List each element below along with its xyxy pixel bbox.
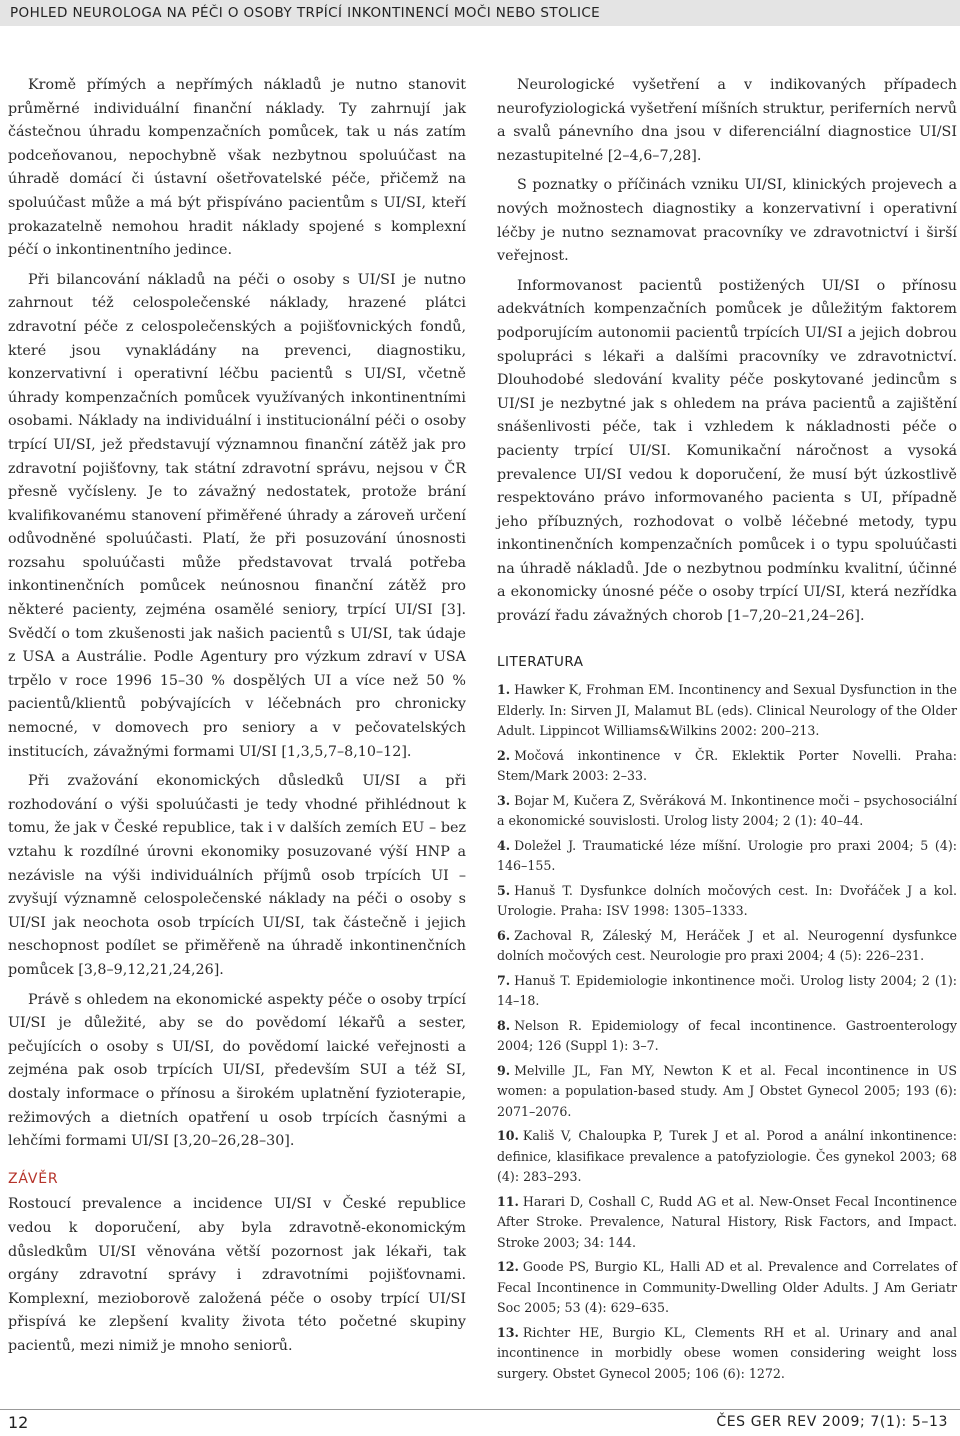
left-column (8, 74, 466, 1358)
reference-item (497, 1257, 957, 1319)
reference-item (497, 1323, 957, 1385)
reference-number: 2. (497, 747, 511, 763)
reference-number: 8. (497, 1017, 511, 1033)
body-paragraph: Při zvažování ekonomických důsledků UI/SI a při rozhodování o výši spoluúčasti je tedy vhodné přihlédnout k tomu, že jak v České republice, tak i v dalších zemích EU – bez vztahu k rozdílné úrovni ekonomiky posuzované výší HNP a nezávisle na výši individuálních příjmů osob trpících UI – zvyšují významně celospolečenské náklady na péči o osoby s UI/SI jak neochota osob trpících UI/SI, tak částečně i jejich neschopnost podílet se přiměřeně na úhradě inkontinenčních pomůcek [3,8–9,12,21,24,26]. (8, 773, 466, 978)
reference-text: Bojar M, Kučera Z, Svěráková M. Inkontinence moči – psychosociální a ekonomické souvislosti. Urolog listy 2004; 2 (1): 40–44. (497, 792, 957, 829)
reference-text: Hanuš T. Dysfunkce dolních močových cest. In: Dvořáček J a kol. Urologie. Praha: ISV 1998: 1305–1333. (497, 882, 957, 919)
reference-item (497, 746, 957, 787)
reference-number: 12. (497, 1259, 519, 1275)
body-paragraph: Při bilancování nákladů na péči o osoby s UI/SI je nutno zahrnout též celospolečenské náklady, hrazené plátci zdravotní péče z celospolečenských a pojišťovnických fondů, které jsou vynakládány na prevenci, diagnostiku, konzervativní i operativní léčbu pacientů s UI/SI, včetně úhrady kompenzačních pomůcek využívaných inkontinentními osobami. Náklady na individuální i institucionální péči o osoby trpící UI/SI, jež představují významnou finanční zátěž jak pro zdravotní pojišťovny, tak státní zdravotní správu, nejsou v ČR přesně vyčísleny. Je to závažný nedostatek, protože brání kvalifikovanému stanovení přiměřené úhrady a zároveň určení odůvodněné spoluúčasti. Platí, že při posuzování únosnosti rozsahu spoluúčasti může představovat trvalá potřeba inkontinenčních pomůcek neúnosnou finanční zátěž pro některé pacienty, zejména osamělé seniory, trpící UI/SI [3]. Svědčí o tom zkušenosti jak našich pacientů s UI/SI, tak údaje z USA a Austrálie. Podle Agentury pro výzkum zdraví v USA trpělo v roce 1996 15–30 % dospělých UI a více než 50 % pacientů/klientů pobývajících v léčebnách pro chronicky nemocné, v domovech pro seniory a v pečovatelských institucích, závažnými formami UI/SI [1,3,5,7–8,10–12]. (8, 271, 466, 760)
reference-number: 1. (497, 682, 511, 698)
reference-item (497, 971, 957, 1012)
reference-text: Harari D, Coshall C, Rudd AG et al. New-Onset Fecal Incontinence After Stroke. Prevalence, Natural History, Risk Factors, and Impact. Stroke 2003; 34: 144. (497, 1193, 957, 1250)
literature-heading: LITERATURA (497, 653, 584, 670)
reference-number: 4. (497, 837, 511, 853)
reference-text: Zachoval R, Záleský M, Heráček J et al. Neurogenní dysfunkce dolních močových cest. Neurologie pro praxi 2004; 4 (5): 226–231. (497, 927, 957, 964)
body-paragraph: Právě s ohledem na ekonomické aspekty péče o osoby trpící UI/SI je důležité, aby se do povědomí lékařů a sester, pečujících o osoby s UI/SI, do povědomí laické veřejnosti a zejména pak osob trpících UI/SI, především SUI a též SI, dostaly informace o přínosu a širokém uplatnění fyzioterapie, režimových a dietních opatření u osob trpících časnými a lehčími formami UI/SI [3,20–26,28–30]. (8, 991, 466, 1150)
reference-item (497, 1126, 957, 1188)
journal-citation: ČES GER REV 2009; 7(1): 5–13 (716, 1414, 948, 1430)
reference-text: Močová inkontinence v ČR. Eklektik Porter Novelli. Praha: Stem/Mark 2003: 2–33. (497, 747, 957, 784)
reference-item (497, 881, 957, 922)
reference-text: Richter HE, Burgio KL, Clements RH et al. Urinary and anal incontinence in morbidly obese women considering weight loss surgery. Obstet Gynecol 2005; 106 (6): 1272. (497, 1324, 957, 1381)
reference-number: 6. (497, 927, 511, 943)
running-header: POHLED NEUROLOGA NA PÉČI O OSOBY TRPÍCÍ INKONTINENCÍ MOČI NEBO STOLICE (0, 0, 960, 26)
conclusion-heading: ZÁVĚR (8, 1170, 59, 1187)
reference-number: 13. (497, 1324, 519, 1340)
reference-text: Doležel J. Traumatické léze míšní. Urologie pro praxi 2004; 5 (4): 146–155. (497, 837, 957, 874)
reference-item (497, 926, 957, 967)
footer-divider (0, 1409, 960, 1410)
reference-number: 10. (497, 1128, 519, 1144)
body-paragraph: Informovanost pacientů postižených UI/SI o přínosu adekvátních kompenzačních pomůcek je důležitým faktorem podporujícím autonomii pacientů trpících UI/SI a jejich dobrou spolupráci s lékaři a dalšími pracovníky ve zdravotnictví. Dlouhodobé sledování kvality péče poskytované jedincům s UI/SI je nezbytné jak s ohledem na práva pacientů a zajištění snášenlivosti péče, tak i vzhledem k nákladnosti péče o pacienty trpící UI/SI. Komunikační náročnost a vysoká prevalence UI/SI vedou k doporučení, že musí být úzkostlivě respektováno právo informovaného pacienta s UI, případně jeho příbuzných, rozhodovat o volbě léčebné metody, typu inkontinenčních kompenzačních pomůcek i o typu spoluúčasti na úhradě nákladů. Jde o nezbytnou podmínku kvalitní, účinné a ekonomicky únosné péče o osoby trpící UI/SI, která nezřídka provází řadu závažných chorob [1–7,20–21,24–26]. (497, 277, 957, 625)
reference-text: Hawker K, Frohman EM. Incontinency and Sexual Dysfunction in the Elderly. In: Sirven JI, Malamut BL (eds). Clinical Neurology of the Older Adult. Lippincot Williams&Wilkins 2002: 200–213. (497, 682, 957, 739)
reference-item (497, 1192, 957, 1254)
reference-number: 5. (497, 882, 511, 898)
right-column (497, 74, 957, 1388)
reference-text: Hanuš T. Epidemiologie inkontinence moči. Urolog listy 2004; 2 (1): 14–18. (497, 972, 957, 1009)
reference-list (497, 680, 957, 1384)
reference-text: Goode PS, Burgio KL, Halli AD et al. Prevalence and Correlates of Fecal Incontinence in Community-Dwelling Older Adults. J Am Geriatr Soc 2005; 53 (4): 629–635. (497, 1259, 957, 1316)
reference-item (497, 836, 957, 877)
reference-number: 11. (497, 1193, 519, 1209)
reference-text: Kališ V, Chaloupka P, Turek J et al. Porod a anální inkontinence: definice, klasifikace prevalence a patofyziologie. Čes gynekol 2003; 68 (4): 283–293. (497, 1128, 957, 1185)
reference-item (497, 680, 957, 742)
reference-text: Nelson R. Epidemiology of fecal incontinence. Gastroenterology 2004; 126 (Suppl 1): 3–7. (497, 1017, 957, 1054)
reference-item (497, 1016, 957, 1057)
page-number: 12 (8, 1413, 29, 1432)
reference-item (497, 791, 957, 832)
body-paragraph: Kromě přímých a nepřímých nákladů je nutno stanovit průměrné individuální finanční náklady. Ty zahrnují jak částečnou úhradu kompenzačních pomůcek, tak u nás zatím podceňovanou, nepochybně však nezbytnou spoluúčast na úhradě domácí či ústavní ošetřovatelské péče, přičemž na spoluúčast může a má být přispíváno pacientům s UI/SI, kteří prokazatelně nemohou hradit náklady spojené s komplexní péčí o inkontinentního jedince. (8, 77, 466, 259)
body-paragraph: Neurologické vyšetření a v indikovaných případech neurofyziologická vyšetření míšních struktur, periferních nervů a svalů pánevního dna jsou v diferenciální diagnostice UI/SI nezastupitelné [2–4,6–7,28]. (497, 77, 957, 164)
reference-item (497, 1061, 957, 1123)
reference-number: 9. (497, 1062, 511, 1078)
reference-number: 7. (497, 972, 511, 988)
reference-number: 3. (497, 792, 511, 808)
reference-text: Melville JL, Fan MY, Newton K et al. Fecal incontinence in US women: a population-based study. Am J Obstet Gynecol 2005; 193 (6): 2071–2076. (497, 1062, 957, 1119)
body-paragraph: S poznatky o příčinách vzniku UI/SI, klinických projevech a nových možnostech diagnostiky a konzervativní i operativní léčby je nutno seznamovat pracovníky ve zdravotnictví i širší veřejnost. (497, 177, 957, 265)
conclusion-paragraph: Rostoucí prevalence a incidence UI/SI v České republice vedou k doporučení, aby byla zdravotně-ekonomickým důsledkům UI/SI věnována větší pozornost jak lékaři, tak orgány zdravotní správy i zdravotními pojišťovnami. Komplexní, mezioborově založená péče o osoby trpící UI/SI přispívá ke zlepšení kvality života této početné skupiny pacientů, mezi nimiž je mnoho seniorů. (8, 1196, 466, 1354)
